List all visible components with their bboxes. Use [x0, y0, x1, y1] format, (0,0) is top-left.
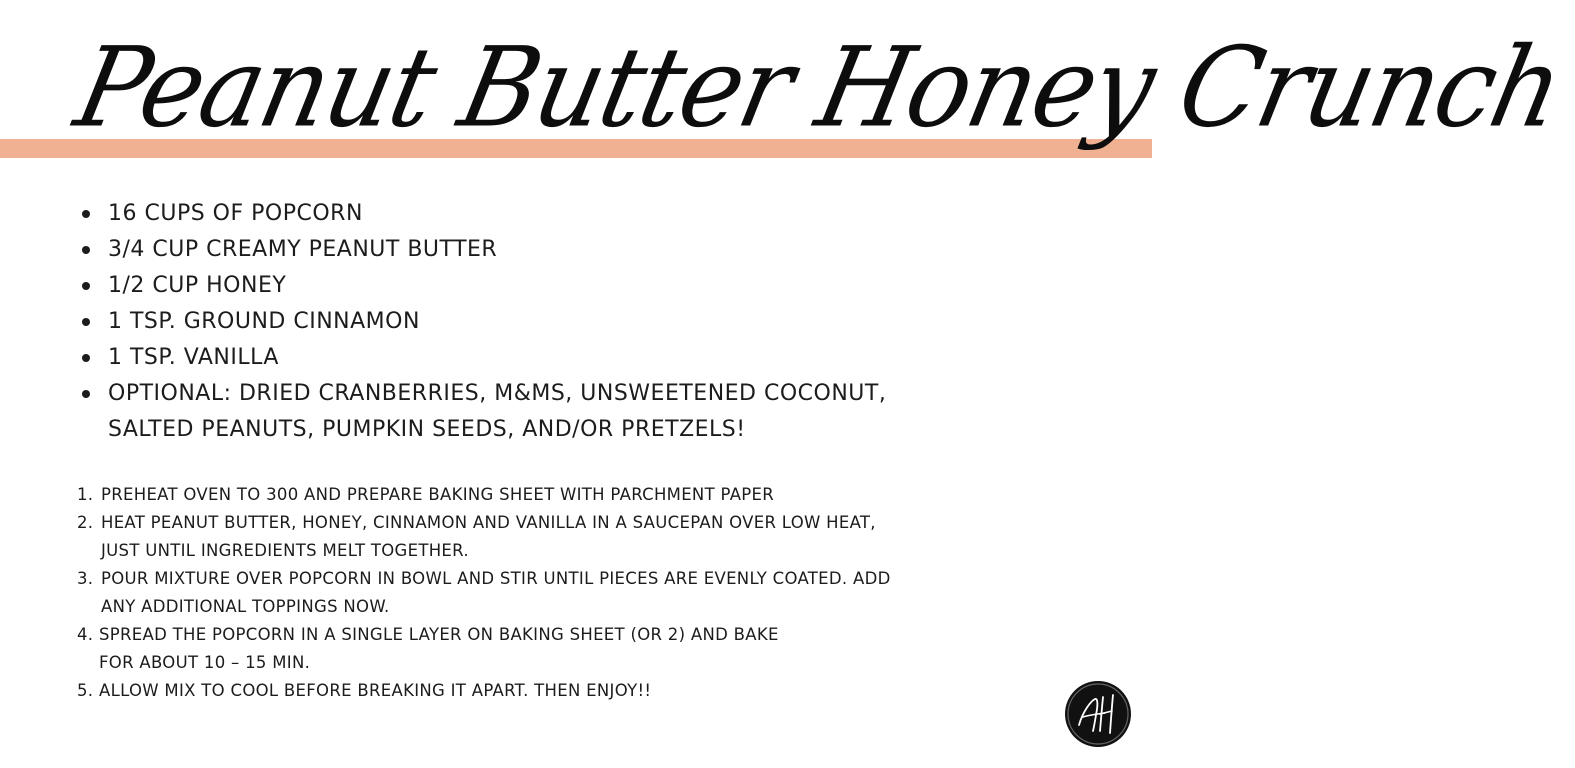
step-item [77, 565, 891, 621]
ingredient-item [78, 232, 988, 268]
ingredient-text: 3/4 CUP CREAMY PEANUT BUTTER [108, 237, 498, 262]
step-item [77, 621, 891, 677]
ingredient-item [78, 304, 988, 340]
ingredient-text: 1 TSP. VANILLA [108, 345, 279, 370]
bullet-icon [82, 246, 90, 254]
step-item [77, 481, 891, 509]
step-text: SPREAD THE POPCORN IN A SINGLE LAYER ON BAKING SHEET (OR 2) AND BAKE [99, 625, 779, 644]
ingredient-text: 1/2 CUP HONEY [108, 273, 287, 298]
ingredient-text: OPTIONAL: DRIED CRANBERRIES, M&MS, UNSWEETENED COCONUT, [108, 381, 887, 406]
step-text-continued: JUST UNTIL INGREDIENTS MELT TOGETHER. [101, 541, 469, 560]
page-title: Peanut Butter Honey Crunch [65, 22, 1573, 152]
step-text: POUR MIXTURE OVER POPCORN IN BOWL AND STIR UNTIL PIECES ARE EVENLY COATED. ADD [101, 569, 891, 588]
instructions-list [77, 481, 891, 705]
step-number: 4. [77, 625, 94, 644]
step-item [77, 677, 891, 705]
step-item [77, 509, 891, 565]
step-number: 3. [77, 569, 94, 588]
ingredient-text: 1 TSP. GROUND CINNAMON [108, 309, 420, 334]
ingredient-text: 16 CUPS OF POPCORN [108, 201, 363, 226]
bullet-icon [82, 390, 90, 398]
bullet-icon [82, 354, 90, 362]
ingredient-item [78, 268, 988, 304]
ingredient-item [78, 196, 988, 232]
ingredient-item [78, 340, 988, 376]
step-text-continued: ANY ADDITIONAL TOPPINGS NOW. [101, 597, 390, 616]
step-number: 5. [77, 681, 94, 700]
step-number: 1. [77, 485, 94, 504]
step-number: 2. [77, 513, 94, 532]
step-text: HEAT PEANUT BUTTER, HONEY, CINNAMON AND VANILLA IN A SAUCEPAN OVER LOW HEAT, [101, 513, 876, 532]
bullet-icon [82, 210, 90, 218]
step-text-continued: FOR ABOUT 10 – 15 MIN. [99, 653, 311, 672]
monogram-logo-icon [1065, 681, 1131, 747]
step-text: ALLOW MIX TO COOL BEFORE BREAKING IT APART. THEN ENJOY!! [99, 681, 652, 700]
ingredients-list [78, 196, 988, 448]
bullet-icon [82, 282, 90, 290]
monogram-logo-graphic [1065, 681, 1131, 747]
step-text: PREHEAT OVEN TO 300 AND PREPARE BAKING SHEET WITH PARCHMENT PAPER [101, 485, 775, 504]
ingredient-text-continued: SALTED PEANUTS, PUMPKIN SEEDS, AND/OR PRETZELS! [108, 417, 746, 442]
bullet-icon [82, 318, 90, 326]
ingredient-item-optional [78, 376, 988, 448]
